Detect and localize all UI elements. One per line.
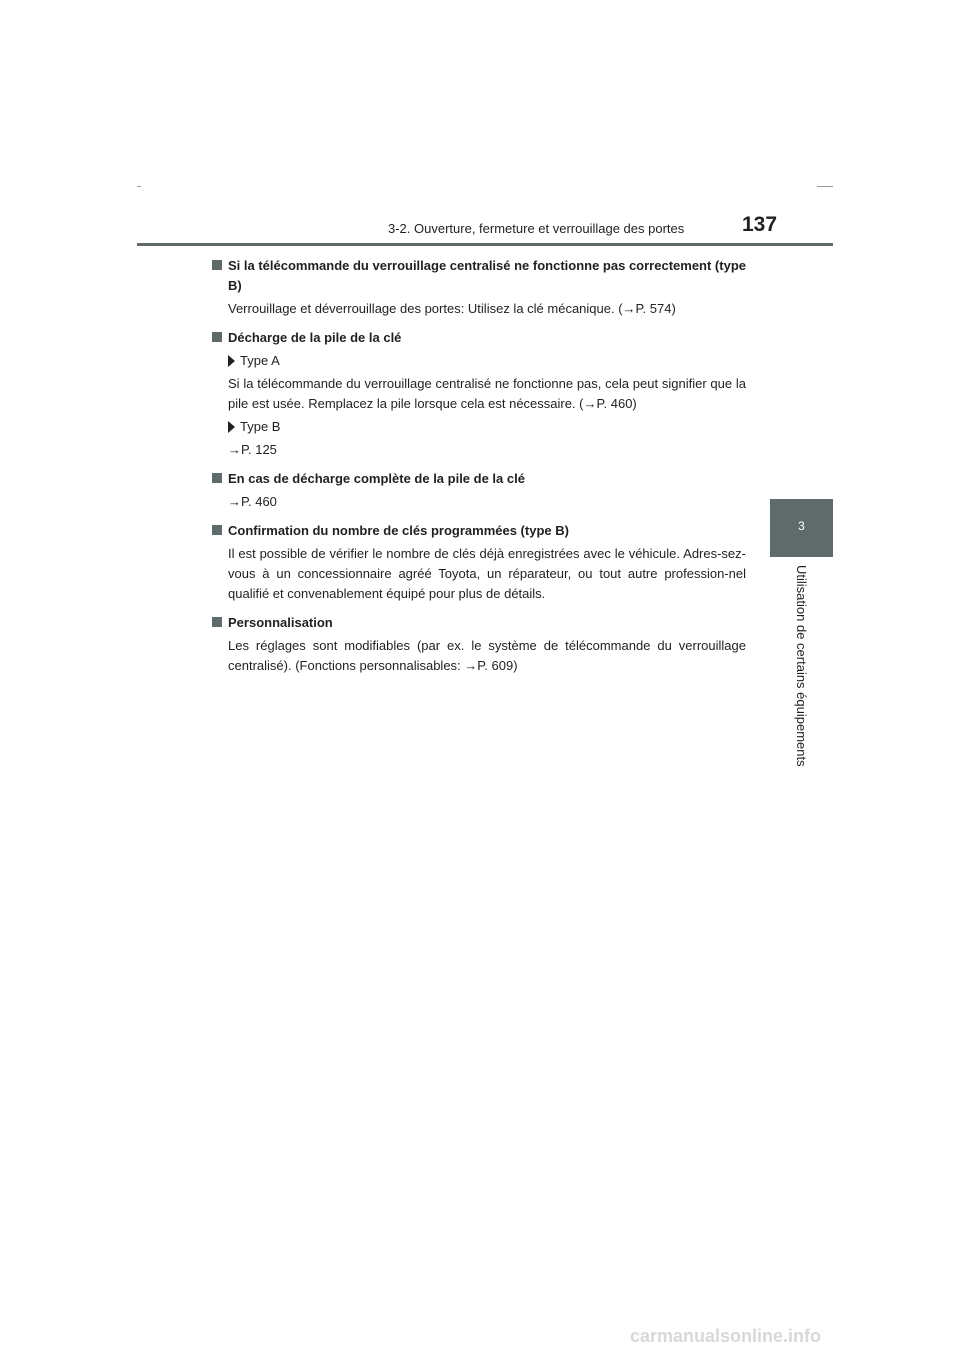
square-bullet-icon <box>212 473 222 483</box>
section-heading-text: En cas de décharge complète de la pile de la clé <box>228 471 525 486</box>
square-bullet-icon <box>212 332 222 342</box>
triangle-bullet-icon <box>228 421 235 433</box>
square-bullet-icon <box>212 525 222 535</box>
section-heading <box>212 469 746 489</box>
type-label-text: Type A <box>240 353 280 368</box>
section-text: Les réglages sont modifiables (par ex. le système de télécommande du verrouillage centralisé). (Fonctions personnalisables: →P. 609) <box>228 638 746 673</box>
watermark: carmanualsonline.info <box>630 1326 822 1346</box>
section-heading <box>212 328 746 348</box>
page-reference: →P. 125 <box>228 442 277 457</box>
type-label <box>212 351 746 371</box>
triangle-bullet-icon <box>228 355 235 367</box>
section-heading-text: Décharge de la pile de la clé <box>228 330 402 345</box>
chapter-tab <box>770 499 833 557</box>
section-text: Si la télécommande du verrouillage centralisé ne fonctionne pas, cela peut signifier que la pile est usée. Remplacez la pile lorsque cela est nécessaire. (→P. 460) <box>228 376 746 411</box>
chapter-number: 3 <box>798 519 805 533</box>
section-text: Verrouillage et déverrouillage des portes: Utilisez la clé mécanique. (→P. 574) <box>228 301 676 316</box>
crop-mark-right <box>817 186 833 187</box>
crop-mark-left <box>137 186 141 187</box>
section-heading-text: Personnalisation <box>228 615 333 630</box>
page-number: 137 <box>742 213 778 236</box>
page-reference: →P. 460 <box>228 494 277 509</box>
type-label-text: Type B <box>240 419 281 434</box>
section-heading <box>212 613 746 633</box>
square-bullet-icon <box>212 260 222 270</box>
chapter-title: Utilisation de certains équipements <box>794 565 809 767</box>
section-heading-text: Si la télécommande du verrouillage centralisé ne fonctionne pas correctement (type B) <box>228 258 746 293</box>
section-heading <box>212 521 746 541</box>
section-text: Il est possible de vérifier le nombre de clés déjà enregistrées avec le véhicule. Adres-sez-vous à un concessionnaire agréé Toyota, un réparateur, ou tout autre profession-nel qualifié et convenablement équipé pour plus de détails. <box>228 546 746 601</box>
type-label <box>212 417 746 437</box>
header-section-title: 3-2. Ouverture, fermeture et verrouillage des portes <box>388 221 685 236</box>
section-heading <box>212 256 746 296</box>
header-rule <box>137 243 833 246</box>
section-heading-text: Confirmation du nombre de clés programmées (type B) <box>228 523 569 538</box>
square-bullet-icon <box>212 617 222 627</box>
page-content <box>212 252 746 676</box>
